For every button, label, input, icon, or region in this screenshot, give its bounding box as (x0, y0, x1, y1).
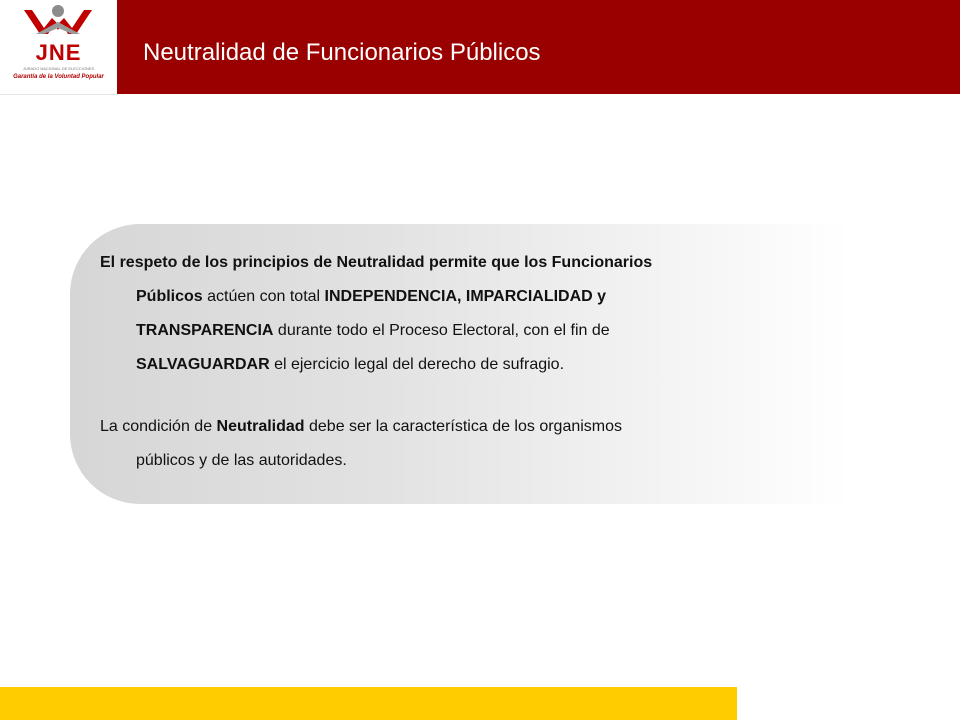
paragraph-neutrality-principles (100, 246, 840, 382)
paragraph-line (100, 280, 840, 314)
text: públicos y de las autoridades. (136, 452, 347, 469)
header-bar (117, 0, 960, 94)
page-title: Neutralidad de Funcionarios Públicos (143, 39, 541, 66)
text: el ejercicio legal del derecho de sufragio. (269, 356, 565, 373)
text: actúen con total (202, 288, 325, 305)
bold-text: TRANSPARENCIA (136, 322, 274, 339)
paragraph-line (100, 348, 840, 382)
text: durante todo el Proceso Electoral, con el fin de (273, 322, 610, 339)
paragraph-line (100, 444, 840, 478)
bold-text: Públicos (136, 288, 203, 305)
bold-text: INDEPENDENCIA, IMPARCIALIDAD y (324, 288, 607, 305)
bold-text: Neutralidad (216, 418, 305, 435)
text: debe ser la característica de los organismos (304, 418, 623, 435)
jne-emblem-icon (20, 4, 97, 42)
logo-acronym: JNE (35, 40, 82, 65)
logo-subtitle: JURADO NACIONAL DE ELECCIONES (22, 66, 95, 71)
paragraph-neutrality-condition (100, 410, 840, 478)
paragraph-line (100, 410, 840, 444)
bold-text: El respeto de los principios de Neutralidad permite que los Funcionarios (100, 254, 653, 271)
text: La condición de (100, 418, 217, 435)
paragraph-line (100, 246, 840, 280)
footer-bar (0, 687, 737, 720)
logo-tagline: Garantía de la Voluntad Popular (13, 74, 104, 80)
paragraph-line (100, 314, 840, 348)
bold-text: SALVAGUARDAR (136, 356, 270, 373)
logo (0, 0, 118, 95)
